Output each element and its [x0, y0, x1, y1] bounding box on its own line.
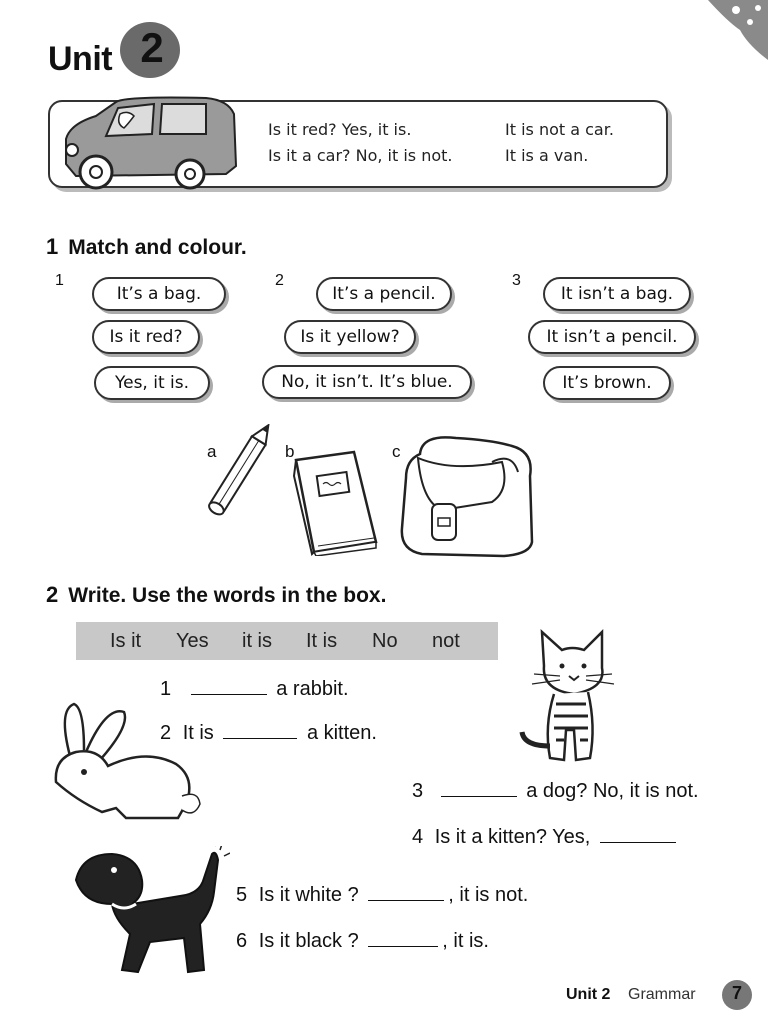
- answer-blank[interactable]: [441, 781, 517, 797]
- kitten-icon: [514, 626, 632, 766]
- question-text: , it is not.: [448, 884, 529, 906]
- question-text: It is: [182, 722, 214, 744]
- word-box-item: not: [432, 629, 460, 652]
- speech-bubble: It’s a pencil.: [316, 277, 452, 311]
- pencil-icon: [196, 424, 276, 530]
- unit-title: Unit: [48, 40, 113, 78]
- picture-b-letter: b: [285, 442, 295, 461]
- speech-bubble: It’s brown.: [543, 366, 671, 400]
- exercise-2-title: Write. Use the words in the box.: [68, 584, 387, 607]
- answer-blank[interactable]: [191, 679, 267, 695]
- question-number: 1: [160, 678, 172, 700]
- answer-blank[interactable]: [223, 723, 297, 739]
- grammar-line-1: Is it red? Yes, it is.: [268, 120, 412, 139]
- speech-bubble: It isn’t a pencil.: [528, 320, 696, 354]
- unit-number: 2: [140, 24, 164, 71]
- footer-unit: Unit 2: [566, 986, 611, 1003]
- question-3: [412, 780, 699, 803]
- question-text: a dog? No, it is not.: [526, 780, 699, 802]
- bag-icon: [392, 432, 540, 560]
- page-number: 7: [731, 983, 742, 1003]
- word-box-item: Yes: [176, 629, 209, 652]
- speech-bubble: It isn’t a bag.: [543, 277, 691, 311]
- question-6: [236, 930, 489, 953]
- question-text: Is it black ?: [258, 930, 359, 952]
- word-box-item: Is it: [110, 629, 142, 652]
- column-1-number: 1: [55, 272, 64, 289]
- question-5: [236, 884, 528, 907]
- exercise-2-heading: [46, 582, 386, 608]
- question-number: 3: [412, 780, 424, 802]
- question-number: 4: [412, 826, 424, 848]
- rabbit-icon: [50, 700, 210, 826]
- grammar-line-2: Is it a car? No, it is not.: [268, 146, 453, 165]
- exercise-2-number: 2: [46, 582, 59, 607]
- question-number: 6: [236, 930, 248, 952]
- word-box-item: it is: [242, 629, 272, 652]
- dog-icon: [72, 846, 230, 976]
- speech-bubble: No, it isn’t. It’s blue.: [262, 365, 472, 399]
- exercise-1-number: 1: [46, 234, 59, 259]
- column-2-number: 2: [275, 272, 284, 289]
- exercise-1-title: Match and colour.: [68, 236, 247, 259]
- question-text: a rabbit.: [276, 678, 349, 700]
- answer-blank[interactable]: [600, 827, 676, 843]
- question-text: a kitten.: [306, 722, 377, 744]
- word-box-item: It is: [306, 629, 338, 652]
- question-text: Is it white ?: [258, 884, 359, 906]
- question-number: 5: [236, 884, 248, 906]
- grammar-line-4: It is a van.: [505, 146, 589, 165]
- word-box-item: No: [372, 629, 398, 652]
- question-4: [412, 826, 680, 849]
- exercise-1-heading: [46, 234, 247, 260]
- question-text: , it is.: [442, 930, 489, 952]
- question-text: Is it a kitten? Yes,: [434, 826, 591, 848]
- column-3-number: 3: [512, 272, 521, 289]
- corner-decoration: [688, 0, 768, 60]
- book-icon: [290, 446, 382, 556]
- picture-c-letter: c: [392, 442, 401, 461]
- answer-blank[interactable]: [368, 885, 444, 901]
- answer-blank[interactable]: [368, 931, 438, 947]
- word-box: [76, 622, 498, 660]
- grammar-line-3: It is not a car.: [505, 120, 614, 139]
- speech-bubble: Is it red?: [92, 320, 200, 354]
- footer-section: Grammar: [628, 986, 696, 1003]
- question-number: 2: [160, 722, 172, 744]
- van-icon: [56, 94, 246, 192]
- question-2: [160, 722, 377, 745]
- picture-a-letter: a: [207, 442, 217, 461]
- speech-bubble: Is it yellow?: [284, 320, 416, 354]
- speech-bubble: Yes, it is.: [94, 366, 210, 400]
- question-1: [160, 678, 349, 701]
- speech-bubble: It’s a bag.: [92, 277, 226, 311]
